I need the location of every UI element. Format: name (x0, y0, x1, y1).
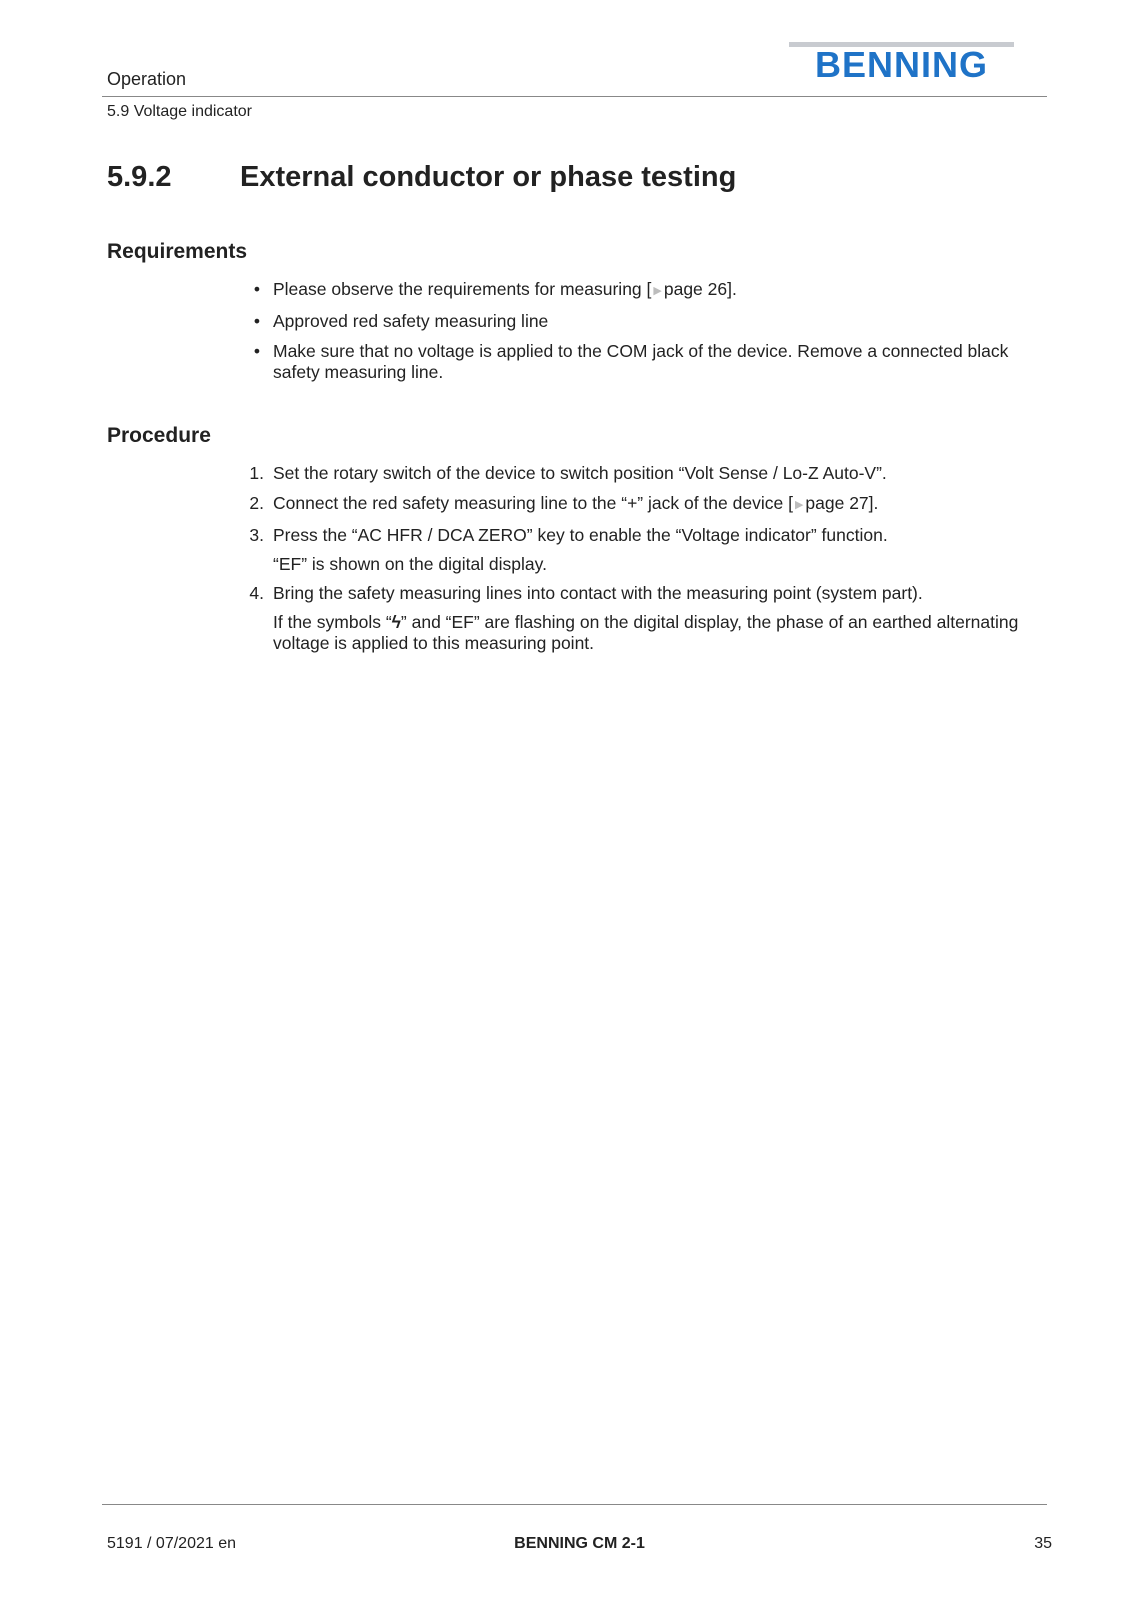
reference-arrow-icon: ▶ (653, 285, 662, 297)
list-item (240, 583, 1040, 654)
page-reference-link[interactable]: page 27]. (805, 493, 879, 513)
step-number: 2. (249, 493, 264, 513)
item-text: Please observe the requirements for measuring [ (273, 279, 652, 299)
step-number: 3. (249, 525, 264, 545)
bullet: • (253, 341, 260, 361)
list-item (240, 279, 1040, 302)
requirements-heading: Requirements (107, 240, 248, 263)
list-item (240, 311, 1040, 332)
logo-text: BENNING (814, 44, 988, 85)
step-text: Set the rotary switch of the device to switch position “Volt Sense / Lo-Z Auto-V”. (273, 463, 887, 483)
page-reference-link[interactable]: page 26]. (663, 279, 737, 299)
step-text: Connect the red safety measuring line to the “+” jack of the device [ (273, 493, 793, 513)
header-subsection: 5.9 Voltage indicator (107, 103, 252, 120)
lightning-icon: ϟ (391, 612, 401, 632)
benning-logo (789, 42, 1014, 85)
list-item (240, 525, 1040, 575)
page-title: External conductor or phase testing (240, 161, 737, 193)
bullet: • (253, 279, 260, 299)
list-item (240, 463, 1040, 484)
reference-arrow-icon: ▶ (794, 499, 804, 511)
item-text: Make sure that no voltage is applied to the COM jack of the device. Remove a connected black safety measuring line. (273, 341, 1009, 382)
header-divider (102, 96, 1047, 97)
item-text: Approved red safety measuring line (273, 311, 549, 331)
bullet: • (253, 311, 260, 331)
list-item (240, 341, 1040, 383)
requirements-list (240, 279, 1040, 383)
footer-doc-ref: 5191 / 07/2021 en (107, 1535, 237, 1552)
step-number: 4. (249, 583, 264, 603)
procedure-heading: Procedure (107, 424, 211, 447)
footer-divider (102, 1504, 1047, 1505)
list-item (240, 493, 1040, 516)
step-result: “EF” is shown on the digital display. (273, 554, 547, 574)
step-text: Bring the safety measuring lines into contact with the measuring point (system part). (273, 583, 923, 603)
step-result (273, 612, 1040, 654)
result-text-pre: If the symbols “ (273, 612, 392, 632)
section-number: 5.9.2 (107, 161, 172, 193)
page-number: 35 (1034, 1535, 1052, 1552)
header-section: Operation (107, 69, 187, 89)
step-number: 1. (249, 463, 264, 483)
step-text: Press the “AC HFR / DCA ZERO” key to enable the “Voltage indicator” function. (273, 525, 888, 545)
result-text-post: ” and “EF” are flashing on the digital display, the phase of an earthed alternating voltage is applied to this measuring point. (273, 612, 1019, 653)
footer-product: BENNING CM 2-1 (514, 1535, 645, 1552)
procedure-list (240, 463, 1040, 654)
